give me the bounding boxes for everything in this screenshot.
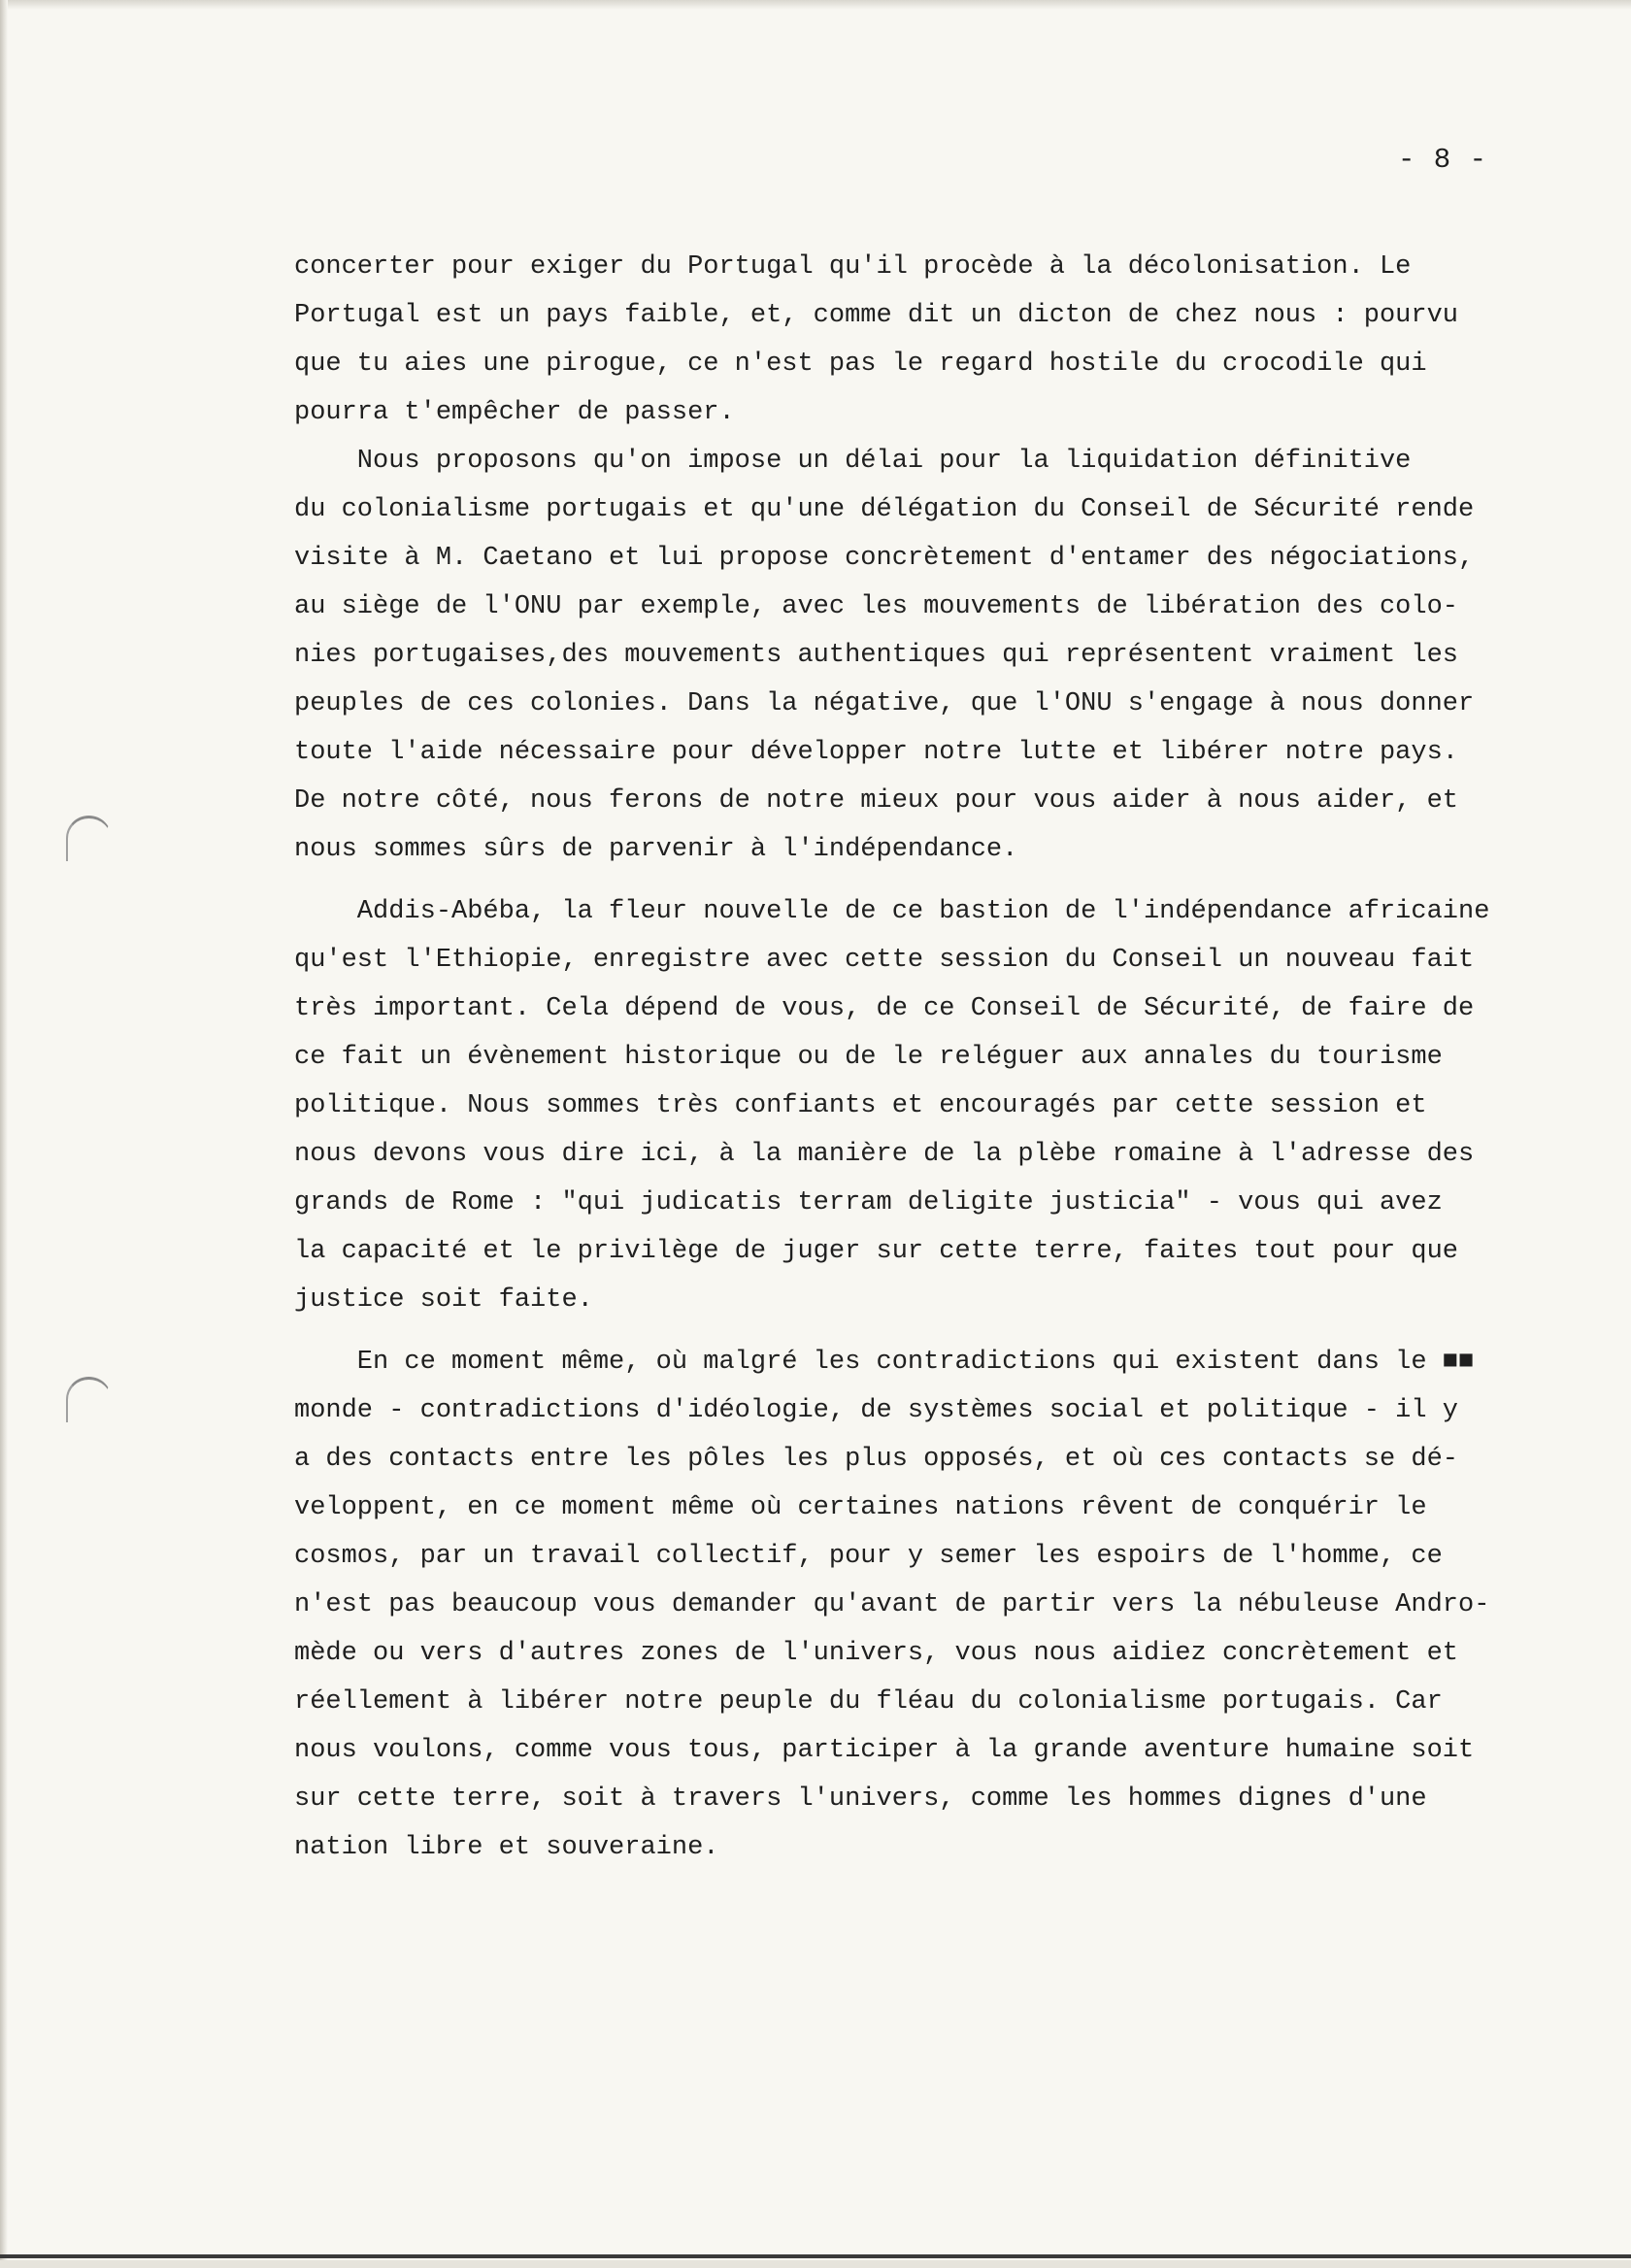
top-edge: [0, 0, 1631, 10]
text-line: du colonialisme portugais et qu'une délégation du Conseil de Sécurité rende: [294, 495, 1475, 524]
text-line: la capacité et le privilège de juger sur cette terre, faites tout pour que: [294, 1237, 1458, 1266]
paragraph-gap: [294, 1324, 1595, 1338]
paragraph: [294, 887, 1595, 1324]
text-line: De notre côté, nous ferons de notre mieux pour vous aider à nous aider, et: [294, 786, 1458, 816]
text-line: n'est pas beaucoup vous demander qu'avant de partir vers la nébuleuse Andro-: [294, 1590, 1490, 1619]
text-line: que tu aies une pirogue, ce n'est pas le regard hostile du crocodile qui: [294, 350, 1427, 379]
text-line: monde - contradictions d'idéologie, de systèmes social et politique - il y: [294, 1396, 1458, 1425]
paragraph: [294, 437, 1595, 874]
text-line: mède ou vers d'autres zones de l'univers, vous nous aidiez concrètement et: [294, 1639, 1458, 1668]
text-line: Portugal est un pays faible, et, comme dit un dicton de chez nous : pourvu: [294, 301, 1458, 330]
text-line: concerter pour exiger du Portugal qu'il procède à la décolonisation. Le: [294, 252, 1412, 282]
text-line: toute l'aide nécessaire pour développer notre lutte et libérer notre pays.: [294, 738, 1458, 767]
bottom-edge-line: [0, 2254, 1631, 2258]
text-line: nies portugaises,des mouvements authentiques qui représentent vraiment les: [294, 641, 1458, 670]
text-line: sur cette terre, soit à travers l'univers, comme les hommes dignes d'une: [294, 1784, 1427, 1814]
text-line: très important. Cela dépend de vous, de ce Conseil de Sécurité, de faire de: [294, 994, 1475, 1023]
page-number: - 8 -: [1398, 144, 1488, 176]
punch-hole-mark: [66, 816, 112, 861]
text-line: pourra t'empêcher de passer.: [294, 398, 735, 427]
text-line: En ce moment même, où malgré les contradictions qui existent dans le ■■: [294, 1348, 1475, 1377]
text-line: a des contacts entre les pôles les plus opposés, et où ces contacts se dé-: [294, 1445, 1458, 1474]
text-line: justice soit faite.: [294, 1285, 593, 1315]
paragraph: [294, 243, 1595, 437]
text-line: qu'est l'Ethiopie, enregistre avec cette session du Conseil un nouveau fait: [294, 946, 1475, 975]
text-line: nous sommes sûrs de parvenir à l'indépendance.: [294, 835, 1018, 864]
paragraph-gap: [294, 874, 1595, 887]
text-line: Nous proposons qu'on impose un délai pour la liquidation définitive: [294, 447, 1412, 476]
text-line: veloppent, en ce moment même où certaines nations rêvent de conquérir le: [294, 1493, 1427, 1522]
bottom-edge: [0, 2260, 1631, 2268]
body-text: [294, 243, 1595, 1872]
text-line: grands de Rome : "qui judicatis terram deligite justicia" - vous qui avez: [294, 1188, 1443, 1217]
text-line: cosmos, par un travail collectif, pour y semer les espoirs de l'homme, ce: [294, 1542, 1443, 1571]
text-line: au siège de l'ONU par exemple, avec les mouvements de libération des colo-: [294, 592, 1458, 621]
text-line: ce fait un évènement historique ou de le reléguer aux annales du tourisme: [294, 1043, 1443, 1072]
text-line: nous voulons, comme vous tous, participer à la grande aventure humaine soit: [294, 1736, 1475, 1765]
left-edge: [0, 0, 8, 2268]
text-line: nation libre et souveraine.: [294, 1833, 719, 1862]
text-line: visite à M. Caetano et lui propose concrètement d'entamer des négociations,: [294, 544, 1475, 573]
text-line: peuples de ces colonies. Dans la négative, que l'ONU s'engage à nous donner: [294, 689, 1475, 718]
paragraph: [294, 1338, 1595, 1872]
text-line: réellement à libérer notre peuple du fléau du colonialisme portugais. Car: [294, 1687, 1443, 1717]
text-line: Addis-Abéba, la fleur nouvelle de ce bastion de l'indépendance africaine: [294, 897, 1490, 926]
punch-hole-mark: [66, 1377, 112, 1422]
text-line: politique. Nous sommes très confiants et encouragés par cette session et: [294, 1091, 1427, 1120]
text-line: nous devons vous dire ici, à la manière de la plèbe romaine à l'adresse des: [294, 1140, 1475, 1169]
